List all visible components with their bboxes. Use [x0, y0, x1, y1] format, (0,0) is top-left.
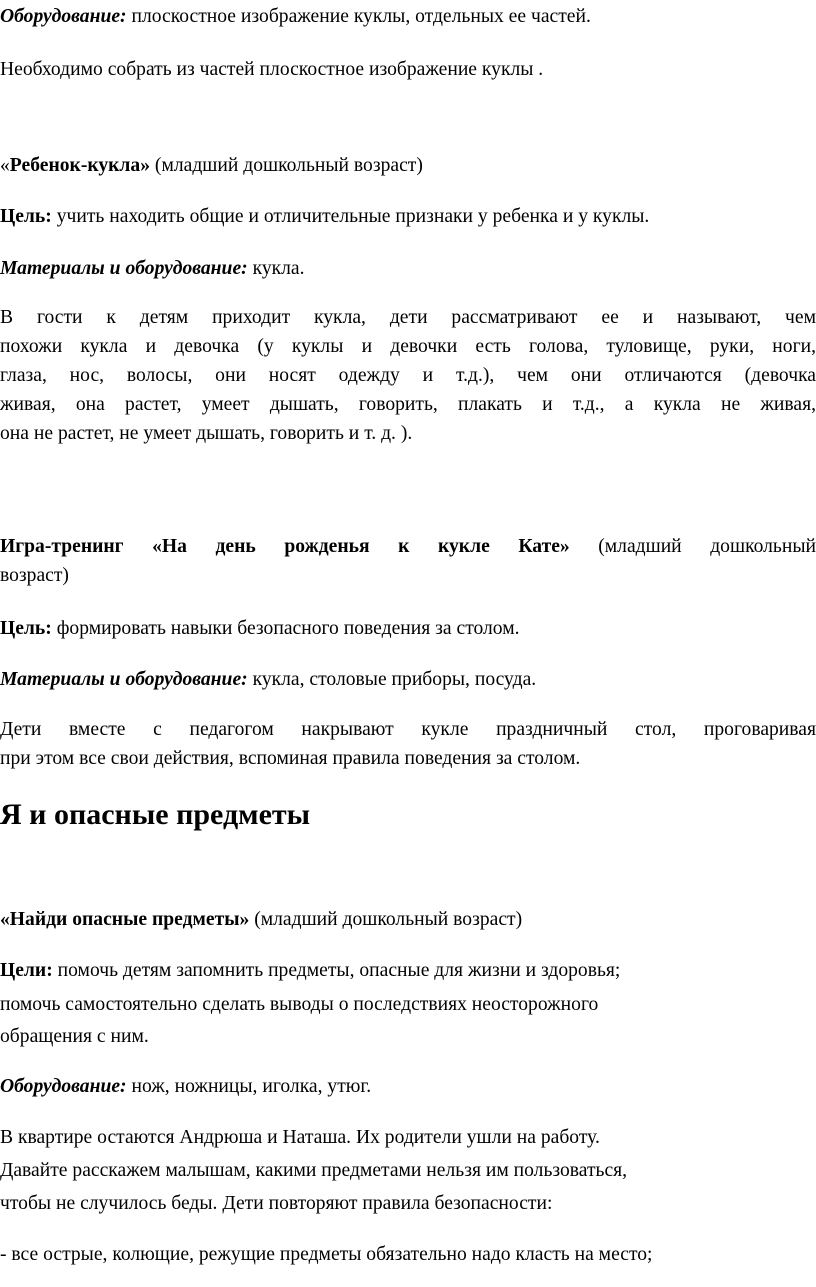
instruction-text: Необходимо собрать из частей плоскостное изображение куклы . [0, 59, 544, 80]
equipment-label: Оборудование: [0, 6, 127, 27]
game1-goal-line [0, 202, 649, 231]
game2-desc-line: Дети вместе с педагогом накрывают кукле праздничный стол, проговаривая [0, 719, 816, 740]
game1-desc-line: глаза, нос, волосы, они носят одежду и т.д.), чем они отличаются (девочка [0, 365, 816, 386]
game3-equipment-text: нож, ножницы, иголка, утюг. [126, 1076, 372, 1097]
game2-title-line [0, 532, 816, 561]
equipment-line-1 [0, 2, 591, 31]
game3-goals-text-2: помочь самостоятельно сделать выводы о последствиях неосторожного [0, 994, 599, 1015]
game2-goal-label: Цель: [0, 618, 52, 639]
game3-goals-line-1 [0, 956, 620, 985]
equipment-text: плоскостное изображение куклы, отдельных ее частей. [126, 6, 591, 27]
game2-goal-line [0, 614, 520, 643]
game1-description [0, 303, 816, 448]
game3-desc-line-2 [0, 1156, 627, 1185]
game2-goal-text: формировать навыки безопасного поведения за столом. [51, 618, 520, 639]
game2-materials-label: Материалы и оборудование: [0, 669, 248, 690]
game1-desc-line: похожи кукла и девочка (у куклы и девочки есть голова, туловище, руки, ноги, [0, 336, 816, 357]
game3-goals-text-1: помочь детям запомнить предметы, опасные для жизни и здоровья; [52, 960, 621, 981]
game3-equipment-line [0, 1072, 371, 1101]
game3-goals-line-2 [0, 990, 598, 1019]
game1-materials-text: кукла. [247, 258, 305, 279]
section-heading: Я и опасные предметы [0, 798, 311, 831]
game3-goals-label: Цели: [0, 960, 53, 981]
game3-desc-text-1: В квартире остаются Андрюша и Наташа. Их родители ушли на работу. [0, 1127, 600, 1148]
game1-title: Ребенок-кукла» [9, 155, 151, 176]
game2-age-2: возраст) [0, 565, 69, 586]
game2-materials-text: кукла, столовые приборы, посуда. [247, 669, 537, 690]
instruction-line [0, 55, 543, 84]
game3-rule-text: - все острые, колющие, режущие предметы обязательно надо класть на место; [0, 1244, 653, 1265]
game3-title-line [0, 905, 522, 934]
game1-age: (младший дошкольный возраст) [150, 155, 423, 176]
game1-goal-label: Цель: [0, 206, 52, 227]
game2-desc-line: при этом все свои действия, вспоминая правила поведения за столом. [0, 748, 581, 769]
game3-desc-line-1 [0, 1123, 600, 1152]
game2-title: Игра-тренинг «На день рожденья к кукле Кате» [0, 536, 570, 557]
game3-goals-line-3 [0, 1022, 149, 1051]
game1-desc-line: она не растет, не умеет дышать, говорить и т. д. ). [0, 423, 413, 444]
game1-materials-label: Материалы и оборудование: [0, 258, 248, 279]
game2-description [0, 715, 816, 773]
game3-title: «Найди опасные предметы» [0, 909, 250, 930]
game2-materials-line [0, 665, 536, 694]
game1-title-line [0, 151, 423, 180]
game3-rule-line [0, 1240, 653, 1269]
game3-desc-line-3 [0, 1189, 552, 1218]
game1-materials-line [0, 254, 305, 283]
game3-equipment-label: Оборудование: [0, 1076, 127, 1097]
game1-desc-line: живая, она растет, умеет дышать, говорить, плакать и т.д., а кукла не живая, [0, 394, 816, 415]
game3-goals-text-3: обращения с ним. [0, 1026, 149, 1047]
game1-quote-open: « [0, 155, 10, 176]
game2-title-block [0, 532, 816, 590]
game3-desc-text-2: Давайте расскажем малышам, какими предметами нельзя им пользоваться, [0, 1160, 628, 1181]
game1-goal-text: учить находить общие и отличительные признаки у ребенка и у куклы. [51, 206, 650, 227]
game3-desc-text-3: чтобы не случилось беды. Дети повторяют правила безопасности: [0, 1193, 553, 1214]
game1-desc-line: В гости к детям приходит кукла, дети рассматривают ее и называют, чем [0, 307, 816, 328]
game2-age-1: (младший дошкольный [569, 536, 816, 557]
game3-age: (младший дошкольный возраст) [249, 909, 523, 930]
